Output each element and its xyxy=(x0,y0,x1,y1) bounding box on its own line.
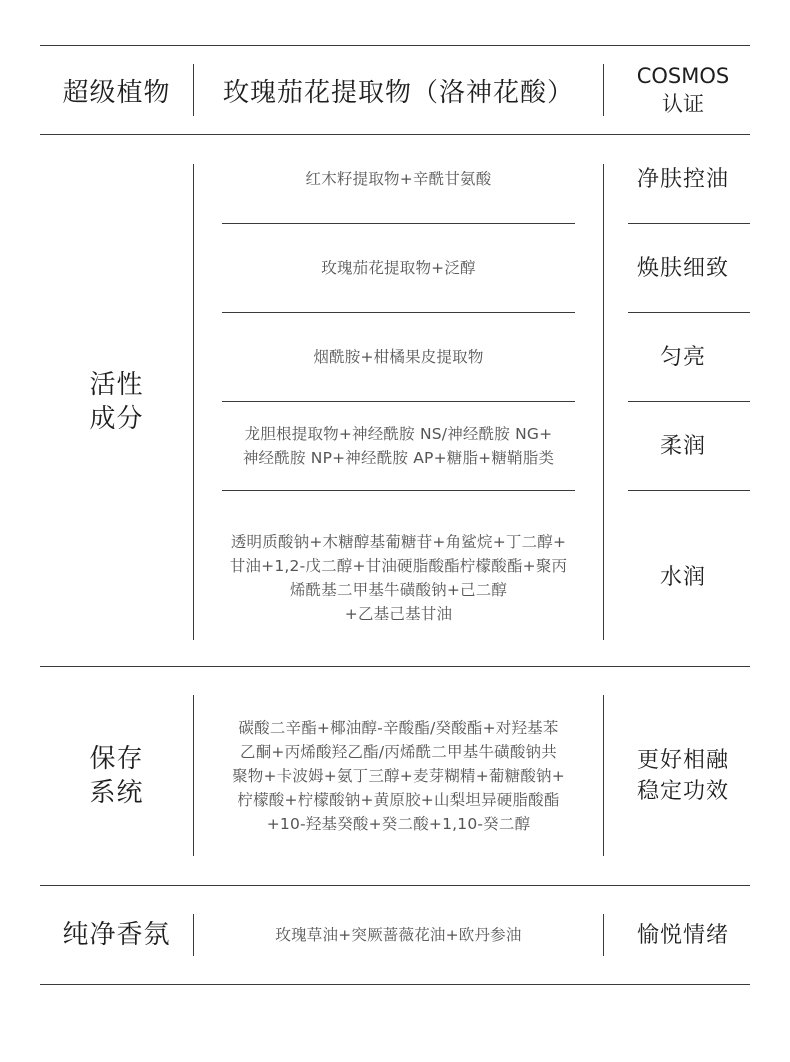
header-cosmos-label: COSMOS xyxy=(636,64,730,88)
row-separator xyxy=(222,223,575,224)
row-separator xyxy=(628,490,750,491)
effect-line: 更好相融 xyxy=(636,748,729,773)
category-pure-fragrance xyxy=(40,913,193,957)
category-preservation-system xyxy=(40,695,193,856)
header-super-plant xyxy=(40,62,193,118)
ingredient-line: 红木籽提取物+辛酰甘氨酸 xyxy=(305,170,492,188)
section-border xyxy=(40,666,750,667)
ingredient-line: 龙胆根提取物+神经酰胺 NS/神经酰胺 NG+ xyxy=(244,425,553,443)
ingredient-cell xyxy=(194,715,603,837)
ingredient-line: +乙基己基甘油 xyxy=(344,605,453,623)
effect-cell xyxy=(604,919,762,951)
table-bottom-border xyxy=(40,984,750,985)
row-separator xyxy=(222,490,575,491)
ingredient-cell xyxy=(194,164,603,194)
ingredient-line: 神经酰胺 NP+神经酰胺 AP+糖脂+糖鞘脂类 xyxy=(242,449,555,467)
ingredient-line: 乙酮+丙烯酸羟乙酯/丙烯酰二甲基牛磺酸钠共 xyxy=(240,743,557,761)
row-separator xyxy=(222,401,575,402)
ingredient-cell xyxy=(194,253,603,283)
ingredient-line: 玫瑰茄花提取物+泛醇 xyxy=(321,259,476,277)
ingredient-cell xyxy=(194,342,603,372)
ingredient-line: 玫瑰草油+突厥蔷薇花油+欧丹参油 xyxy=(275,926,522,944)
effect-line: 匀亮 xyxy=(659,344,706,370)
ingredient-line: 烯酰基二甲基牛磺酸钠+己二醇 xyxy=(289,581,508,599)
effect-cell xyxy=(604,431,762,461)
ingredient-line: 烟酰胺+柑橘果皮提取物 xyxy=(313,348,484,366)
category-line: 系统 xyxy=(89,777,144,808)
effect-line: 柔润 xyxy=(659,433,706,459)
category-line: 纯净香氛 xyxy=(62,920,171,950)
effect-cell xyxy=(604,342,762,372)
category-line: 保存 xyxy=(89,743,144,774)
category-active-ingredients xyxy=(40,164,193,640)
ingredient-line: 碳酸二辛酯+椰油醇-辛酸酯/癸酸酯+对羟基苯 xyxy=(238,719,559,737)
ingredient-line: 聚物+卡波姆+氨丁三醇+麦芽糊精+葡糖酸钠+ xyxy=(232,767,565,785)
ingredient-cell xyxy=(194,421,603,471)
ingredient-line: +10-羟基癸酸+癸二酸+1,10-癸二醇 xyxy=(266,815,531,833)
effect-line: 稳定功效 xyxy=(636,779,729,804)
effect-cell xyxy=(604,562,762,592)
header-hero-ingredient xyxy=(194,62,603,118)
ingredient-cell xyxy=(194,920,603,950)
section-border xyxy=(40,885,750,886)
header-cosmos-certification xyxy=(604,60,762,120)
effect-line: 净肤控油 xyxy=(636,166,729,192)
effect-cell xyxy=(604,745,762,807)
ingredient-line: 柠檬酸+柠檬酸钠+黄原胶+山梨坦异硬脂酸酯 xyxy=(237,791,560,809)
effect-line: 水润 xyxy=(659,564,706,590)
row-separator xyxy=(628,223,750,224)
row-separator xyxy=(628,401,750,402)
row-separator xyxy=(222,312,575,313)
header-col2-text: 玫瑰茄花提取物（洛神花酸） xyxy=(222,77,574,108)
table-top-border xyxy=(40,45,750,46)
header-bottom-border xyxy=(40,134,750,135)
effect-line: 焕肤细致 xyxy=(636,255,729,281)
row-separator xyxy=(628,312,750,313)
header-certification-label: 认证 xyxy=(662,92,704,116)
effect-cell xyxy=(604,164,762,194)
category-line: 活性 xyxy=(89,370,144,400)
ingredient-cell xyxy=(194,529,603,627)
ingredient-line: 透明质酸钠+木糖醇基葡糖苷+角鲨烷+丁二醇+ xyxy=(230,533,567,551)
effect-cell xyxy=(604,253,762,283)
category-line: 成分 xyxy=(89,404,144,434)
header-col1-text: 超级植物 xyxy=(62,77,171,108)
effect-line: 愉悦情绪 xyxy=(636,922,729,948)
ingredient-line: 甘油+1,2-戊二醇+甘油硬脂酸酯柠檬酸酯+聚丙 xyxy=(229,557,568,575)
